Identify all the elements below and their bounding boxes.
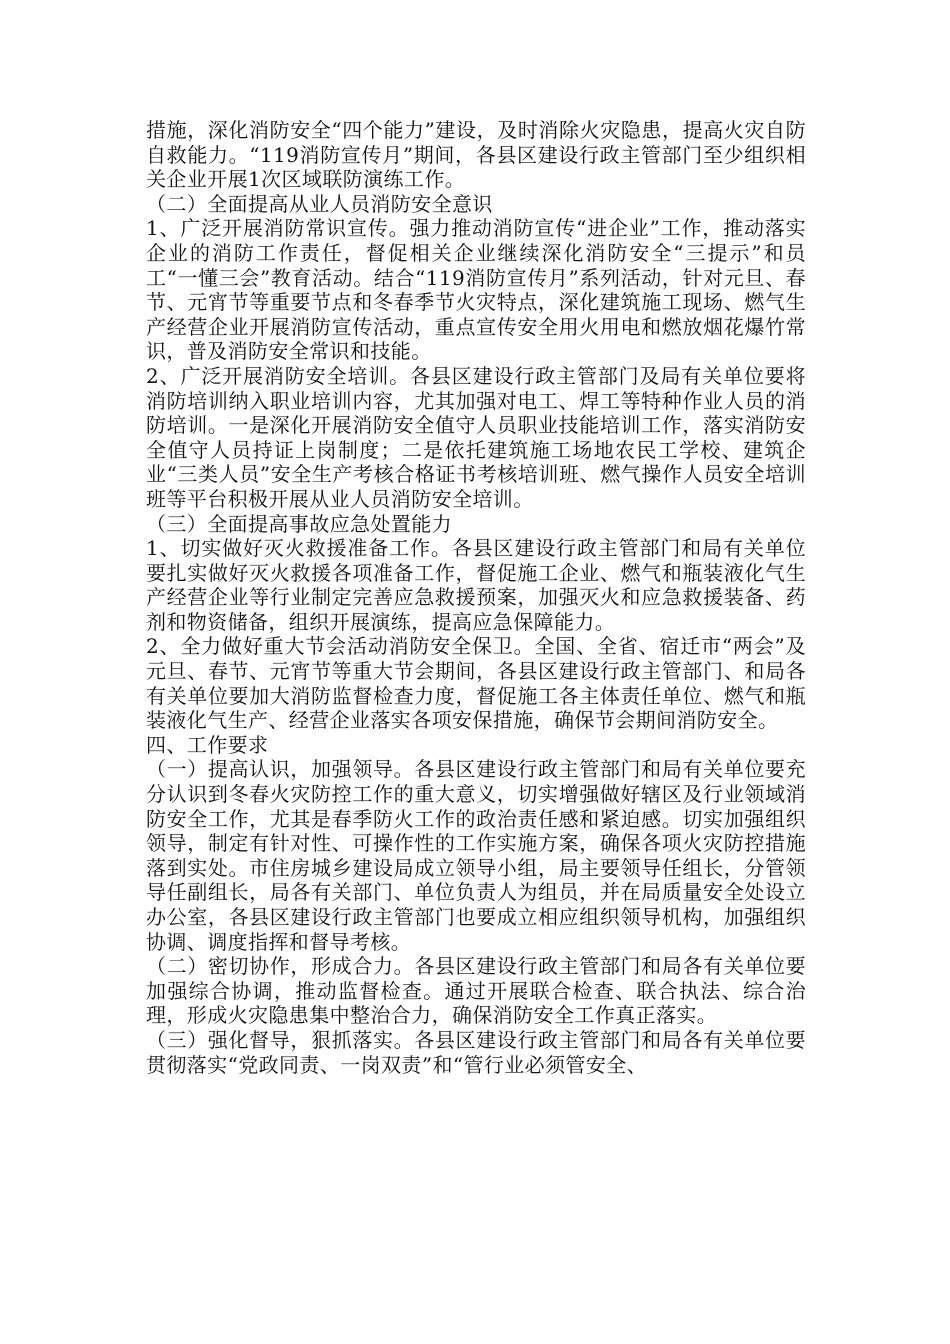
paragraph-rescue-preparation: 1、切实做好灭火救援准备工作。各县区建设行政主管部门和局有关单位要扎实做好灭火救援各项准备工作，督促施工企业、燃气和瓶装液化气生产经营企业等行业制定完善应急救援预案，加强灭火和应急救援装备、药剂和物资储备，组织开展演练，提高应急保障能力。 (146, 536, 806, 634)
paragraph-supervision: （三）强化督导，狠抓落实。各县区建设行政主管部门和局各有关单位要贯彻落实“党政同责、一岗双责”和“管行业必须管安全、 (146, 1027, 806, 1077)
paragraph-cooperation: （二）密切协作，形成合力。各县区建设行政主管部门和局各有关单位要加强综合协调，推动监督检查。通过开展联合检查、联合执法、综合治理，形成火灾隐患集中整治合力，确保消防安全工作真正落实。 (146, 954, 806, 1028)
chapter-heading-work-requirements: 四、工作要求 (146, 732, 269, 757)
paragraph-continuation: 措施，深化消防安全“四个能力”建设，及时消除火灾隐患，提高火灾自防自救能力。“119消防宣传月”期间，各县区建设行政主管部门至少组织相关企业开展1次区域联防演练工作。 (146, 118, 806, 192)
paragraph-major-events-security: 2、全力做好重大节会活动消防安全保卫。全国、全省、宿迁市“两会”及元旦、春节、元宵节等重大节会期间，各县区建设行政主管部门、和局各有关单位要加大消防监督检查力度，督促施工各主体责任单位、燃气和瓶装液化气生产、经营企业落实各项安保措施，确保节会期间消防安全。 (146, 634, 806, 733)
document-body (146, 118, 806, 1077)
paragraph-fire-training: 2、广泛开展消防安全培训。各县区建设行政主管部门及局有关单位要将消防培训纳入职业培训内容，尤其加强对电工、焊工等特种作业人员的消防培训。一是深化开展消防安全值守人员职业技能培训工作，落实消防安全值守人员持证上岗制度；二是依托建筑施工场地农民工学校、建筑企业“三类人员”安全生产考核合格证书考核培训班、燃气操作人员安全培训班等平台积极开展从业人员消防安全培训。 (146, 363, 806, 511)
paragraph-leadership: （一）提高认识，加强领导。各县区建设行政主管部门和局有关单位要充分认识到冬春火灾防控工作的重大意义，切实增强做好辖区及行业领域消防安全工作，尤其是春季防火工作的政治责任感和紧迫感。切实加强组织领导，制定有针对性、可操作性的工作实施方案，确保各项火灾防控措施落到实处。市住房城乡建设局成立领导小组，局主要领导任组长，分管领导任副组长，局各有关部门、单位负责人为组员，并在局质量安全处设立办公室，各县区建设行政主管部门也要成立相应组织领导机构，加强组织协调、调度指挥和督导考核。 (146, 757, 806, 954)
paragraph-fire-awareness: 1、广泛开展消防常识宣传。强力推动消防宣传“进企业”工作，推动落实企业的消防工作责任，督促相关企业继续深化消防安全“三提示”和员工“一懂三会”教育活动。结合“119消防宣传月”系列活动，针对元旦、春节、元宵节等重要节点和冬春季节火灾特点，深化建筑施工现场、燃气生产经营企业开展消防宣传活动，重点宣传安全用火用电和燃放烟花爆竹常识，普及消防安全常识和技能。 (146, 216, 806, 364)
section-heading-3: （三）全面提高事故应急处置能力 (146, 511, 452, 536)
section-heading-2: （二）全面提高从业人员消防安全意识 (146, 191, 493, 216)
